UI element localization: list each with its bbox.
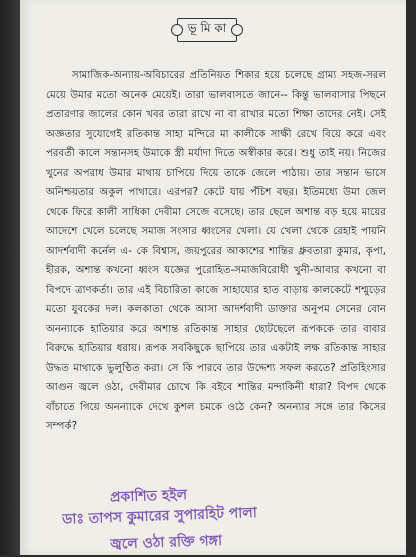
publisher-stamp-line-3: জ্বলে ওঠা রক্তি গঙ্গা <box>109 532 223 553</box>
preface-body <box>46 66 386 437</box>
page-title-text: ভূ মি কা <box>187 21 227 35</box>
publisher-stamp-line-1: প্রকাশিত হইল <box>109 487 188 506</box>
publisher-stamp-line-2: ডাঃ তাপস কুমারের সুপারহিট পালা <box>61 504 258 528</box>
book-spine <box>0 0 20 555</box>
preface-paragraph: সামাজিক-অন্যায়-অবিচারের প্রতিনিয়ত শিকার হয়ে চলেছে গ্রাম্য সহজ-সরল মেয়ে উমার মতো অনেক মেয়েই। তারা ভালবাসতে জানে-- কিন্তু ভালবাসার পিছনে প্রতারণার জালের কোন খবর তারা রাখে না বা রাখার মতো শিক্ষা তাদের নেই। সেই অজ্ঞতার সুযোগেই রতিকান্ত সাহা মন্দিরে মা কালীকে সাক্ষী রেখে বিয়ে করে এবং পরবর্তী কালে সন্তানসহ উমাকে স্ত্রী মর্যাদা দিতে অস্বীকার করে। শুধু তাই নয়। নিজের খুনের অপরাধ উমার মাথায় চাপিয়ে দিয়ে তাকে জেলে পাঠায়। তার সন্তান ভাসে অনিশ্চয়তার অকুল পাথারে। এরপর? কেটে যায় পঁচিশ বছর। ইতিমধ্যে উমা জেল থেকে ফিরে কালী সাধিকা দেবীমা সেজে বসেছে। তার ছেলে অশান্ত বড় হয়ে মায়ের আদেশে খেলে চলেছে সমাজ সংসার ধ্বংসের খেলা। যে খেলা থেকে রেহাই পায়নি আদর্শবাদী কর্নেল এ- কে বিশ্বাস, জয়পুরের আকাশের শান্তির ধ্রুবতারা কুমার, কৃপা, হীরক, অশান্ত কখনো ধ্বংস যজ্ঞের পুরোহিত-সমাজবিরোধী খুনী-আবার কখনো বা বিপদে ত্রাণকর্তা। তার এই বিচারিতা কাজে সাহায্যের হাত বাড়ায় কালকেটে শশ্মুড়ের মতো যুবকের দল। কলকাতা থেকে আসা আদর্শবাদী ডাক্তার অনুপম সেনের বোন অনন্যাকে হাতিয়ার করে অশান্ত রতিকান্ত সাহার ছোটছেলে রূপককে তার বাবার বিরুদ্ধে হাতিয়ার ধরায়। রূপক সবকিছুকে ছাপিয়ে তার একটাই লক্ষ রতিকান্ত সাহার উদ্ধত মাথাকে ভুলুণ্ঠিত করা। সে কি পারবে তার উদ্দেশ্য সফল করতে? প্রতিহিংসার আগুন জ্বলে ওঠা, দেবীমার চোখে কি বইবে শান্তির মন্দাকিনী ধারা? বিপদ থেকে বাঁচাতে গিয়ে অনন্যাকে দেখে কুশল চমকে ওঠে কেন? অনন্যার সঙ্গে তার কিসের সম্পর্ক? <box>46 70 386 432</box>
page-title <box>177 18 237 42</box>
